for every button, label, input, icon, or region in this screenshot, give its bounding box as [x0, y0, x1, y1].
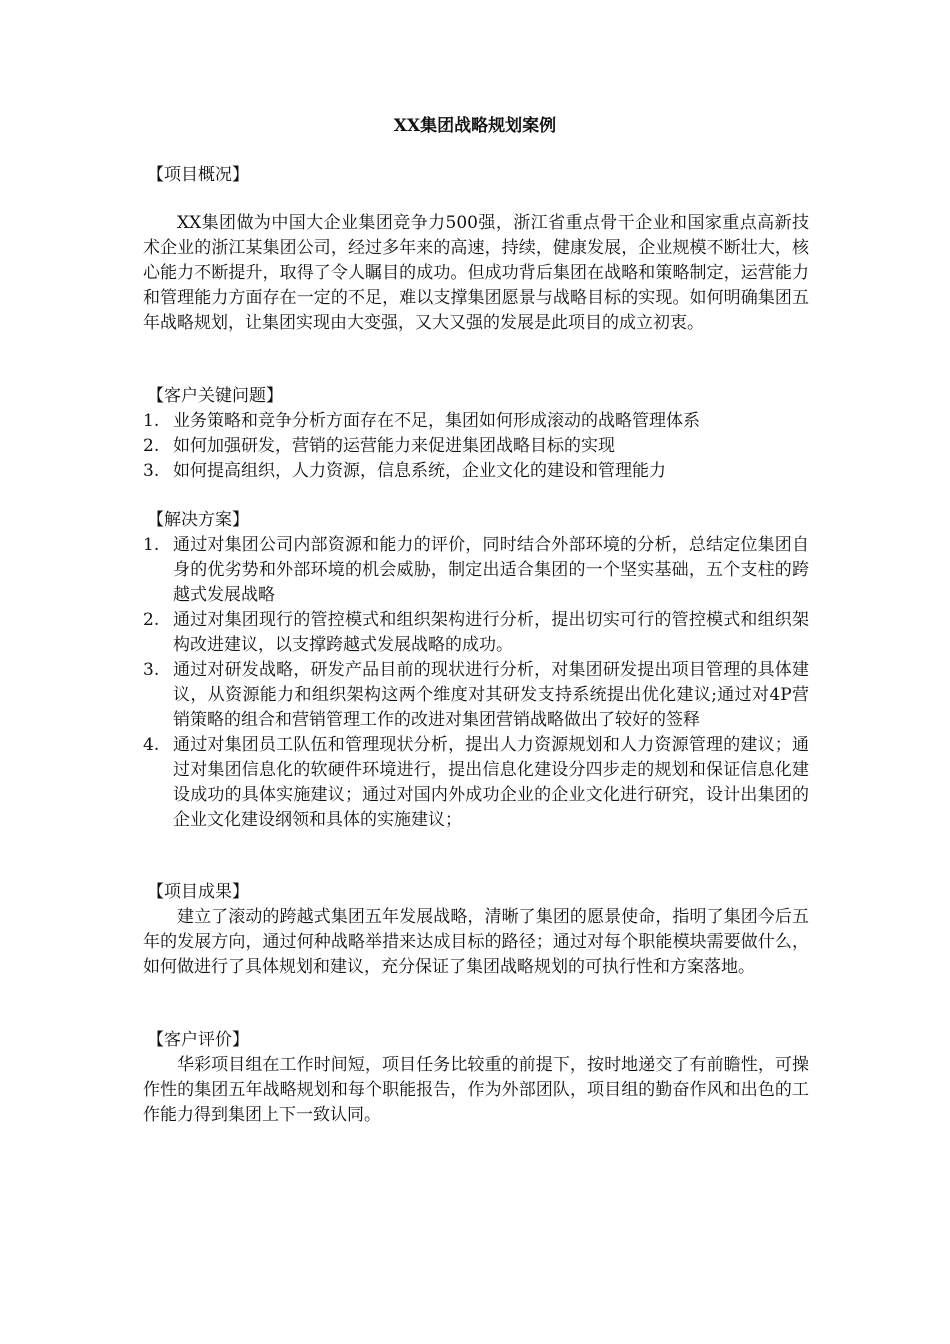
item-text: 如何加强研发，营销的运营能力来促进集团战略目标的实现 [173, 436, 615, 456]
document-title: XX集团战略规划案例 [393, 116, 557, 136]
item-text: 通过对集团公司内部资源和能力的评价，同时结合外部环境的分析，总结定位集团自身的优劣势和外部环境的机会威胁，制定出适合集团的一个坚实基础，五个支柱的跨越式发展战略 [173, 535, 809, 605]
item-number: 3. [143, 461, 160, 481]
issues-heading: 【客户关键问题】 [147, 386, 283, 406]
solution-heading: 【解决方案】 [147, 510, 249, 530]
item-text: 通过对集团现行的管控模式和组织架构进行分析，提出切实可行的管控模式和组织架构改进建议，以支撑跨越式发展战略的成功。 [173, 610, 809, 655]
evaluation-heading: 【客户评价】 [147, 1030, 249, 1050]
item-text: 通过对研发战略，研发产品目前的现状进行分析，对集团研发提出项目管理的具体建议，从资源能力和组织架构这两个维度对其研发支持系统提出优化建议;通过对4P营销策略的组合和营销管理工作的改进对集团营销战略做出了较好的签释 [173, 660, 809, 730]
evaluation-text: 华彩项目组在工作时间短，项目任务比较重的前提下，按时地递交了有前瞻性，可操作性的集团五年战略规划和每个职能报告，作为外部团队，项目组的勤奋作风和出色的工作能力得到集团上下一致认同。 [143, 1055, 809, 1125]
item-number: 1. [143, 411, 160, 431]
results-heading: 【项目成果】 [147, 882, 249, 902]
item-text: 如何提高组织，人力资源，信息系统，企业文化的建设和管理能力 [173, 461, 666, 481]
item-number: 4. [143, 735, 160, 755]
list-item [143, 658, 809, 733]
results-text: 建立了滚动的跨越式集团五年发展战略，清晰了集团的愿景使命，指明了集团今后五年的发展方向，通过何种战略举措来达成目标的路径；通过对每个职能模块需要做什么，如何做进行了具体规划和建议，充分保证了集团战略规划的可执行性和方案落地。 [143, 907, 809, 977]
list-item [143, 608, 809, 658]
item-text: 通过对集团员工队伍和管理现状分析，提出人力资源规划和人力资源管理的建议；通过对集团信息化的软硬件环境进行，提出信息化建设分四步走的规划和保证信息化建设成功的具体实施建议；通过对国内外成功企业的企业文化进行研究，设计出集团的企业文化建设纲领和具体的实施建议； [173, 735, 809, 830]
solution-list [143, 533, 809, 833]
issues-list [143, 409, 809, 484]
item-number: 2. [143, 436, 160, 456]
list-item [143, 459, 809, 484]
item-text: 业务策略和竞争分析方面存在不足，集团如何形成滚动的战略管理体系 [173, 411, 700, 431]
list-item [143, 533, 809, 608]
overview-heading: 【项目概况】 [147, 165, 249, 185]
list-item [143, 733, 809, 833]
overview-text: XX集团做为中国大企业集团竞争力500强，浙江省重点骨干企业和国家重点高新技术企业的浙江某集团公司，经过多年来的高速，持续，健康发展，企业规模不断壮大，核心能力不断提升，取得了令人瞩目的成功。但成功背后集团在战略和策略制定，运营能力和管理能力方面存在一定的不足，难以支撑集团愿景与战略目标的实现。如何明确集团五年战略规划，让集团实现由大变强，又大又强的发展是此项目的成立初衷。 [143, 213, 809, 333]
item-number: 1. [143, 535, 160, 555]
list-item [143, 409, 809, 434]
item-number: 2. [143, 610, 160, 630]
item-number: 3. [143, 660, 160, 680]
list-item [143, 434, 809, 459]
